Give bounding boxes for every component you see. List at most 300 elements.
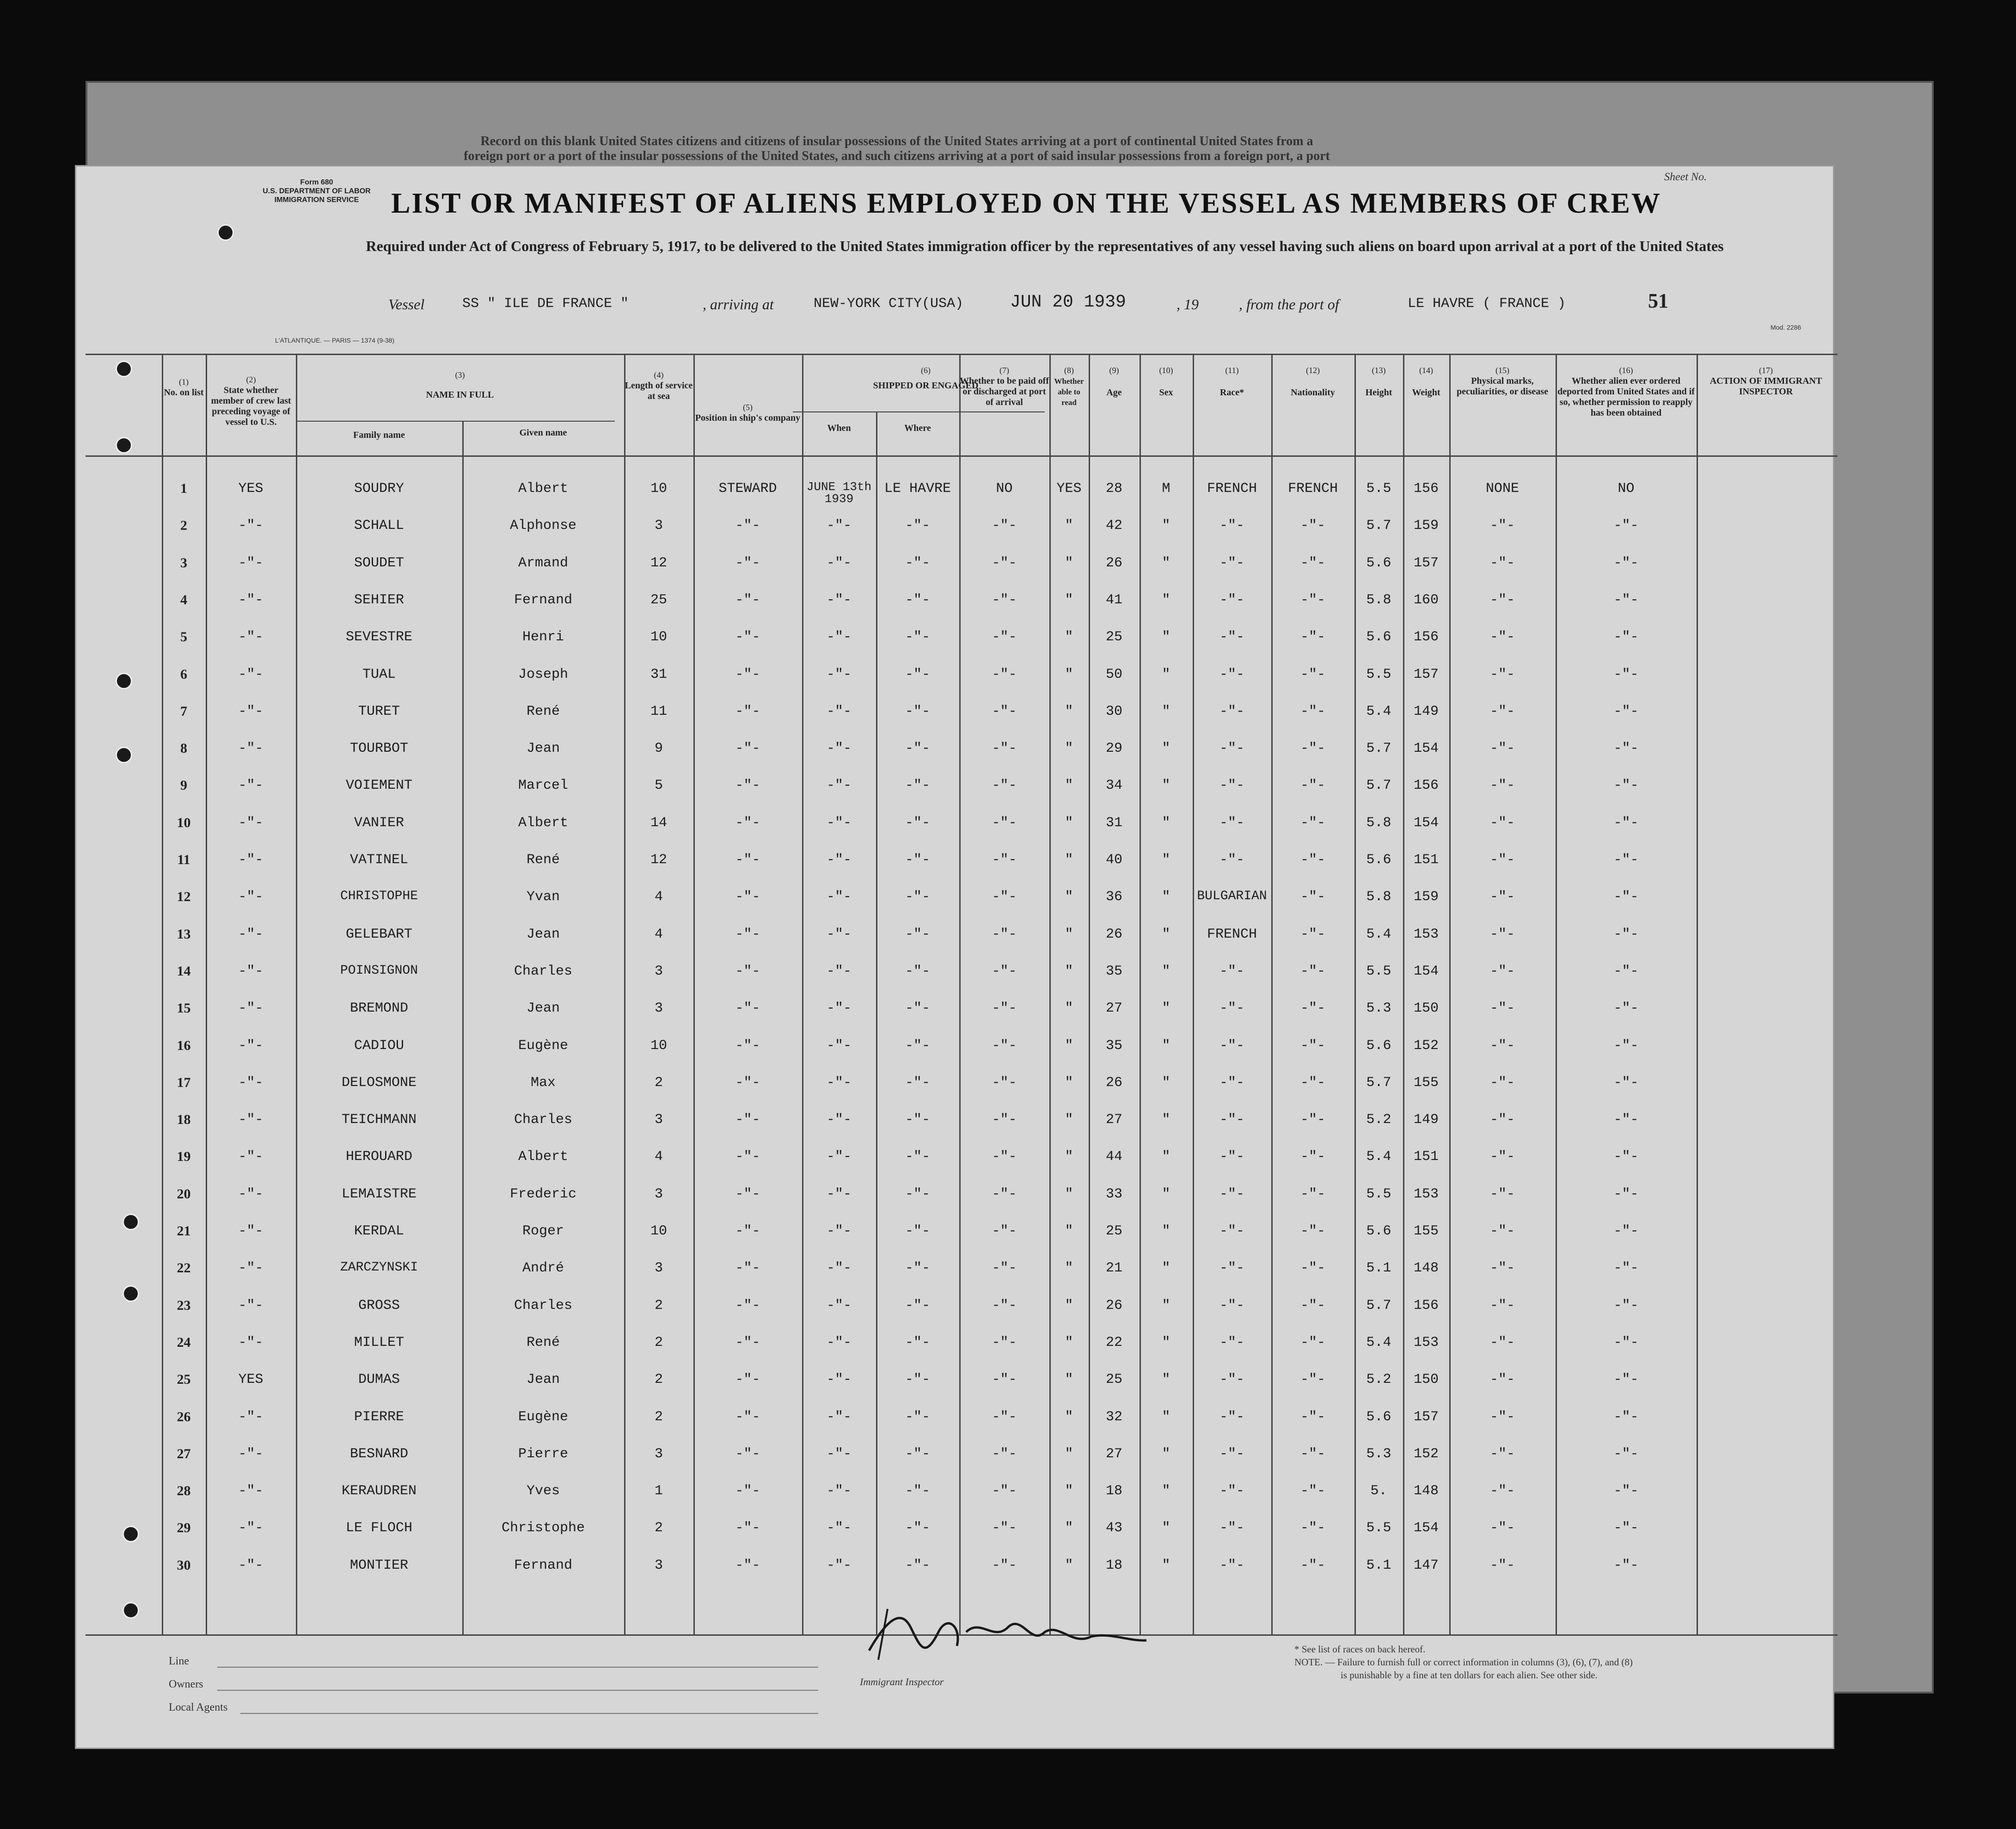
cell-shipped-where: -"- bbox=[905, 1334, 930, 1350]
cell-deported: -"- bbox=[1613, 555, 1639, 571]
cell-family-name: BESNARD bbox=[349, 1446, 409, 1462]
cell-deported: -"- bbox=[1613, 1334, 1639, 1350]
cell-family-name: SEVESTRE bbox=[345, 629, 413, 645]
cell-service-length: 2 bbox=[654, 1372, 663, 1388]
header-col-5-label: Position in ship's company bbox=[695, 413, 801, 423]
header-col-15 bbox=[1449, 365, 1556, 397]
cell-deported: -"- bbox=[1613, 926, 1639, 942]
cell-physical-marks: -"- bbox=[1489, 1334, 1515, 1350]
cell-position: -"- bbox=[735, 741, 760, 757]
cell-paid-off: -"- bbox=[992, 889, 1017, 905]
cell-weight: 156 bbox=[1413, 1297, 1439, 1313]
cell-shipped-when: -"- bbox=[826, 1186, 852, 1202]
cell-previous-voyage: -"- bbox=[238, 629, 263, 645]
cell-shipped-where: -"- bbox=[905, 1557, 930, 1573]
cell-able-to-read: " bbox=[1065, 555, 1073, 571]
cell-given-name: Fernand bbox=[514, 1557, 573, 1573]
cell-previous-voyage: -"- bbox=[238, 1037, 263, 1054]
cell-nationality: -"- bbox=[1300, 1186, 1325, 1202]
cell-service-length: 2 bbox=[654, 1334, 663, 1350]
cell-height: 5.4 bbox=[1366, 1149, 1391, 1165]
cell-able-to-read: " bbox=[1065, 1557, 1073, 1573]
cell-shipped-when: -"- bbox=[826, 1260, 852, 1277]
cell-sex: " bbox=[1162, 963, 1170, 979]
cell-deported: -"- bbox=[1613, 889, 1639, 905]
cell-able-to-read: " bbox=[1065, 741, 1073, 757]
cell-service-length: 4 bbox=[654, 889, 663, 905]
cell-nationality: -"- bbox=[1300, 1223, 1325, 1239]
cell-nationality: -"- bbox=[1300, 815, 1325, 831]
cell-weight: 157 bbox=[1413, 1409, 1439, 1425]
column-rule bbox=[1354, 354, 1356, 1634]
cell-sex: " bbox=[1162, 1297, 1170, 1313]
cell-given-name: Albert bbox=[518, 1149, 569, 1165]
cell-weight: 155 bbox=[1413, 1074, 1439, 1091]
cell-given-name: Fernand bbox=[514, 592, 573, 608]
cell-height: 5.6 bbox=[1366, 629, 1391, 645]
punch-hole-icon bbox=[123, 1526, 139, 1542]
header-col-14-label: Weight bbox=[1412, 387, 1440, 398]
column-rule bbox=[802, 354, 803, 1634]
vessel-label: Vessel bbox=[388, 296, 425, 313]
header-col-15-label: Physical marks, peculiarities, or disease bbox=[1457, 376, 1548, 397]
cell-family-name: POINSIGNON bbox=[340, 963, 418, 978]
cell-paid-off: -"- bbox=[992, 629, 1017, 645]
cell-family-name: ZARCZYNSKI bbox=[340, 1260, 418, 1275]
cell-paid-off: -"- bbox=[992, 703, 1017, 719]
row-number: 23 bbox=[177, 1297, 191, 1313]
cell-height: 5.4 bbox=[1366, 926, 1391, 942]
row-number: 20 bbox=[177, 1186, 191, 1202]
departure-port: LE HAVRE ( FRANCE ) bbox=[1408, 296, 1566, 312]
cell-weight: 154 bbox=[1413, 815, 1439, 831]
cell-able-to-read: " bbox=[1065, 1334, 1073, 1350]
cell-paid-off: -"- bbox=[992, 815, 1017, 831]
cell-shipped-when: -"- bbox=[826, 778, 852, 794]
local-agents-label: Local Agents bbox=[169, 1701, 228, 1713]
header-col-7-number: (7) bbox=[999, 366, 1009, 375]
cell-family-name: CADIOU bbox=[354, 1037, 404, 1054]
cell-race: -"- bbox=[1219, 518, 1244, 534]
header-col-9-number: (9) bbox=[1109, 366, 1119, 375]
cell-deported: -"- bbox=[1613, 1409, 1639, 1425]
row-number: 24 bbox=[177, 1334, 191, 1350]
column-rule bbox=[1193, 354, 1194, 1634]
cell-physical-marks: -"- bbox=[1489, 555, 1515, 571]
row-number: 3 bbox=[180, 555, 187, 571]
cell-age: 30 bbox=[1105, 703, 1122, 719]
row-number: 1 bbox=[180, 481, 187, 496]
cell-shipped-when: -"- bbox=[826, 852, 852, 868]
row-number: 30 bbox=[177, 1557, 191, 1573]
cell-weight: 159 bbox=[1413, 889, 1439, 905]
cell-shipped-where: -"- bbox=[905, 1112, 930, 1128]
cell-able-to-read: " bbox=[1065, 963, 1073, 979]
cell-nationality: -"- bbox=[1300, 555, 1325, 571]
cell-able-to-read: " bbox=[1065, 1074, 1073, 1091]
line-label: Line bbox=[169, 1655, 189, 1667]
column-rule bbox=[1449, 354, 1451, 1634]
cell-service-length: 5 bbox=[654, 778, 663, 794]
cell-family-name: TURET bbox=[358, 703, 400, 719]
cell-paid-off: -"- bbox=[992, 1112, 1017, 1128]
cell-service-length: 4 bbox=[654, 926, 663, 942]
cell-service-length: 3 bbox=[654, 1557, 663, 1573]
cell-physical-marks: -"- bbox=[1489, 889, 1515, 905]
cell-service-length: 2 bbox=[654, 1074, 663, 1091]
cell-race: FRENCH bbox=[1207, 481, 1257, 497]
cell-given-name: René bbox=[526, 852, 560, 868]
cell-height: 5.1 bbox=[1366, 1260, 1391, 1277]
row-number: 14 bbox=[177, 963, 191, 979]
cell-deported: -"- bbox=[1613, 1520, 1639, 1536]
cell-weight: 156 bbox=[1413, 481, 1439, 497]
header-col-8 bbox=[1049, 365, 1089, 408]
cell-service-length: 2 bbox=[654, 1297, 663, 1313]
cell-service-length: 10 bbox=[650, 1037, 667, 1054]
cell-given-name: Charles bbox=[514, 1297, 573, 1313]
cell-age: 42 bbox=[1105, 518, 1122, 534]
cell-weight: 156 bbox=[1413, 629, 1439, 645]
cell-sex: " bbox=[1162, 1149, 1170, 1165]
cell-sex: " bbox=[1162, 1483, 1170, 1499]
column-rule bbox=[206, 354, 207, 1634]
cell-position: -"- bbox=[735, 703, 760, 719]
column-rule bbox=[1049, 354, 1051, 1634]
cell-shipped-when: -"- bbox=[826, 629, 852, 645]
cell-age: 32 bbox=[1105, 1409, 1122, 1425]
cell-weight: 150 bbox=[1413, 1372, 1439, 1388]
cell-shipped-when: -"- bbox=[826, 1446, 852, 1462]
cell-position: -"- bbox=[735, 1000, 760, 1017]
cell-able-to-read: " bbox=[1065, 1112, 1073, 1128]
header-col-6-number: (6) bbox=[921, 366, 931, 375]
cell-shipped-when: -"- bbox=[826, 592, 852, 608]
cell-able-to-read: " bbox=[1065, 1372, 1073, 1388]
header-col-1-label: No. on list bbox=[164, 387, 204, 398]
cell-given-name: Alphonse bbox=[509, 518, 577, 534]
cell-weight: 151 bbox=[1413, 1149, 1439, 1165]
cell-race: -"- bbox=[1219, 778, 1244, 794]
arriving-label: , arriving at bbox=[703, 296, 774, 313]
cell-paid-off: -"- bbox=[992, 1334, 1017, 1350]
cell-paid-off: -"- bbox=[992, 1557, 1017, 1573]
cell-given-name: Charles bbox=[514, 963, 573, 979]
cell-age: 27 bbox=[1105, 1446, 1122, 1462]
cell-weight: 149 bbox=[1413, 1112, 1439, 1128]
header-col-3-number: (3) bbox=[455, 370, 465, 380]
line-blank bbox=[217, 1667, 818, 1668]
shipped-subheader-rule bbox=[793, 411, 1045, 412]
row-number: 26 bbox=[177, 1409, 191, 1424]
cell-deported: -"- bbox=[1613, 1186, 1639, 1202]
cell-family-name: TOURBOT bbox=[349, 741, 409, 757]
row-number: 6 bbox=[180, 666, 187, 682]
row-number: 9 bbox=[180, 778, 187, 793]
cell-paid-off: -"- bbox=[992, 852, 1017, 868]
cell-given-name: Henri bbox=[522, 629, 564, 645]
cell-nationality: -"- bbox=[1300, 666, 1325, 682]
cell-given-name: Yves bbox=[526, 1483, 560, 1499]
cell-paid-off: -"- bbox=[992, 1372, 1017, 1388]
cell-height: 5.2 bbox=[1366, 1372, 1391, 1388]
cell-nationality: -"- bbox=[1300, 1520, 1325, 1536]
cell-shipped-when: -"- bbox=[826, 1297, 852, 1313]
cell-age: 35 bbox=[1105, 963, 1122, 979]
cell-previous-voyage: -"- bbox=[238, 815, 263, 831]
cell-shipped-where: -"- bbox=[905, 629, 930, 645]
cell-position: -"- bbox=[735, 592, 760, 608]
cell-shipped-where: -"- bbox=[905, 1297, 930, 1313]
cell-able-to-read: " bbox=[1065, 1186, 1073, 1202]
cell-service-length: 3 bbox=[654, 963, 663, 979]
cell-shipped-where: -"- bbox=[905, 1483, 930, 1499]
cell-given-name: Jean bbox=[526, 1372, 560, 1388]
row-number: 21 bbox=[177, 1223, 191, 1239]
cell-nationality: -"- bbox=[1300, 1112, 1325, 1128]
cell-physical-marks: -"- bbox=[1489, 518, 1515, 534]
cell-previous-voyage: -"- bbox=[238, 778, 263, 794]
header-col-12-label: Nationality bbox=[1291, 387, 1335, 398]
punch-hole-icon bbox=[116, 437, 132, 454]
cell-previous-voyage: -"- bbox=[238, 555, 263, 571]
cell-paid-off: -"- bbox=[992, 666, 1017, 682]
header-col-12-number: (12) bbox=[1306, 366, 1320, 375]
cell-physical-marks: -"- bbox=[1489, 1409, 1515, 1425]
cell-physical-marks: -"- bbox=[1489, 1372, 1515, 1388]
punch-hole-icon bbox=[123, 1602, 139, 1619]
cell-shipped-where: -"- bbox=[905, 889, 930, 905]
cell-able-to-read: " bbox=[1065, 592, 1073, 608]
header-col-4-label: Length of service at sea bbox=[625, 381, 693, 401]
cell-position: -"- bbox=[735, 1483, 760, 1499]
cell-age: 26 bbox=[1105, 555, 1122, 571]
cell-able-to-read: " bbox=[1065, 1520, 1073, 1536]
cell-able-to-read: " bbox=[1065, 778, 1073, 794]
cell-previous-voyage: -"- bbox=[238, 592, 263, 608]
header-col-16-number: (16) bbox=[1619, 366, 1633, 375]
row-number: 12 bbox=[177, 889, 191, 905]
cell-paid-off: -"- bbox=[992, 1223, 1017, 1239]
cell-able-to-read: " bbox=[1065, 815, 1073, 831]
cell-family-name: BREMOND bbox=[349, 1000, 409, 1017]
cell-previous-voyage: -"- bbox=[238, 1074, 263, 1091]
header-col-10-number: (10) bbox=[1159, 366, 1173, 375]
punch-hole-icon bbox=[116, 747, 132, 763]
cell-physical-marks: -"- bbox=[1489, 703, 1515, 719]
header-col-2-label: State whether member of crew last preceding voyage of vessel to U.S. bbox=[211, 385, 291, 427]
header-col-1-number: (1) bbox=[179, 377, 189, 387]
header-col-7 bbox=[959, 365, 1049, 408]
cell-height: 5. bbox=[1370, 1483, 1387, 1499]
row-number: 18 bbox=[177, 1112, 191, 1128]
cell-shipped-when: -"- bbox=[826, 1520, 852, 1536]
header-col-5 bbox=[693, 402, 802, 423]
cell-nationality: -"- bbox=[1300, 778, 1325, 794]
cell-given-name: Jean bbox=[526, 1000, 560, 1017]
cell-physical-marks: -"- bbox=[1489, 1149, 1515, 1165]
cell-sex: " bbox=[1162, 555, 1170, 571]
back-text-line-1: Record on this blank United States citizens and citizens of insular possessions of the United States arriving at a port of continental United States from a bbox=[480, 134, 1313, 148]
cell-physical-marks: -"- bbox=[1489, 963, 1515, 979]
cell-shipped-where: -"- bbox=[905, 1074, 930, 1091]
year-label: , 19 bbox=[1177, 296, 1199, 313]
cell-nationality: -"- bbox=[1300, 926, 1325, 942]
cell-able-to-read: " bbox=[1065, 1483, 1073, 1499]
form-subtitle: Required under Act of Congress of February 5, 1917, to be delivered to the United States immigration officer by the representatives of any vessel having such aliens on board upon arrival at a port of the United States bbox=[366, 238, 1724, 254]
row-number: 19 bbox=[177, 1149, 191, 1165]
name-subheader-rule bbox=[296, 421, 615, 422]
cell-given-name: Roger bbox=[522, 1223, 564, 1239]
table-top-rule bbox=[86, 354, 1838, 355]
cell-service-length: 3 bbox=[654, 1186, 663, 1202]
cell-physical-marks: -"- bbox=[1489, 815, 1515, 831]
cell-able-to-read: " bbox=[1065, 703, 1073, 719]
cell-previous-voyage: -"- bbox=[238, 1409, 263, 1425]
cell-sex: " bbox=[1162, 1557, 1170, 1573]
cell-deported: -"- bbox=[1613, 1297, 1639, 1313]
cell-position: -"- bbox=[735, 1223, 760, 1239]
cell-race: -"- bbox=[1219, 1409, 1244, 1425]
cell-shipped-when: -"- bbox=[826, 1074, 852, 1091]
cell-weight: 156 bbox=[1413, 778, 1439, 794]
cell-family-name: VOIEMENT bbox=[345, 778, 413, 794]
cell-shipped-where: -"- bbox=[905, 1260, 930, 1277]
cell-position: -"- bbox=[735, 1037, 760, 1054]
cell-shipped-when: -"- bbox=[826, 815, 852, 831]
cell-given-name: René bbox=[526, 703, 560, 719]
cell-service-length: 31 bbox=[650, 666, 667, 682]
cell-position: -"- bbox=[735, 555, 760, 571]
cell-age: 41 bbox=[1105, 592, 1122, 608]
cell-race: -"- bbox=[1219, 1297, 1244, 1313]
cell-sex: " bbox=[1162, 1037, 1170, 1054]
cell-weight: 151 bbox=[1413, 852, 1439, 868]
row-number: 27 bbox=[177, 1446, 191, 1461]
cell-previous-voyage: -"- bbox=[238, 1000, 263, 1017]
cell-physical-marks: -"- bbox=[1489, 1483, 1515, 1499]
cell-shipped-where: -"- bbox=[905, 926, 930, 942]
cell-age: 21 bbox=[1105, 1260, 1122, 1277]
cell-age: 25 bbox=[1105, 629, 1122, 645]
cell-physical-marks: -"- bbox=[1489, 741, 1515, 757]
cell-physical-marks: -"- bbox=[1489, 1186, 1515, 1202]
cell-paid-off: -"- bbox=[992, 1149, 1017, 1165]
cell-given-name: Albert bbox=[518, 815, 569, 831]
cell-physical-marks: -"- bbox=[1489, 926, 1515, 942]
cell-sex: " bbox=[1162, 666, 1170, 682]
cell-paid-off: -"- bbox=[992, 741, 1017, 757]
races-note: * See list of races on back hereof. bbox=[1294, 1644, 1426, 1655]
cell-given-name: Marcel bbox=[518, 778, 569, 794]
cell-shipped-where: -"- bbox=[905, 518, 930, 534]
cell-previous-voyage: -"- bbox=[238, 1149, 263, 1165]
header-col-14-number: (14) bbox=[1419, 366, 1433, 375]
cell-shipped-where: -"- bbox=[905, 1149, 930, 1165]
cell-able-to-read: " bbox=[1065, 666, 1073, 682]
cell-given-name: Eugène bbox=[518, 1409, 569, 1425]
cell-age: 22 bbox=[1105, 1334, 1122, 1350]
cell-able-to-read: " bbox=[1065, 852, 1073, 868]
cell-previous-voyage: -"- bbox=[238, 1297, 263, 1313]
cell-paid-off: -"- bbox=[992, 1074, 1017, 1091]
cell-given-name: Eugène bbox=[518, 1037, 569, 1054]
cell-sex: " bbox=[1162, 629, 1170, 645]
cell-deported: -"- bbox=[1613, 666, 1639, 682]
cell-shipped-when: -"- bbox=[826, 1149, 852, 1165]
row-number: 17 bbox=[177, 1074, 191, 1090]
header-col-3-label: NAME IN FULL bbox=[426, 390, 494, 400]
cell-family-name: DELOSMONE bbox=[341, 1074, 417, 1091]
row-number: 13 bbox=[177, 926, 191, 942]
cell-race: -"- bbox=[1219, 815, 1244, 831]
cell-race: BULGARIAN bbox=[1197, 889, 1267, 904]
cell-position: -"- bbox=[735, 1372, 760, 1388]
cell-shipped-where: -"- bbox=[905, 1372, 930, 1388]
cell-position: -"- bbox=[735, 815, 760, 831]
header-col-13-number: (13) bbox=[1372, 366, 1386, 375]
header-col-11-number: (11) bbox=[1225, 366, 1239, 375]
header-col-5-number: (5) bbox=[743, 403, 753, 412]
owners-label: Owners bbox=[169, 1678, 203, 1690]
cell-weight: 157 bbox=[1413, 666, 1439, 682]
cell-service-length: 3 bbox=[654, 1260, 663, 1277]
cell-paid-off: -"- bbox=[992, 1260, 1017, 1277]
cell-paid-off: -"- bbox=[992, 926, 1017, 942]
cell-able-to-read: " bbox=[1065, 1409, 1073, 1425]
cell-service-length: 1 bbox=[654, 1483, 663, 1499]
cell-service-length: 3 bbox=[654, 1000, 663, 1017]
cell-paid-off: NO bbox=[996, 481, 1013, 497]
cell-sex: " bbox=[1162, 1074, 1170, 1091]
cell-shipped-when: -"- bbox=[826, 1409, 852, 1425]
cell-service-length: 3 bbox=[654, 1446, 663, 1462]
cell-height: 5.7 bbox=[1366, 741, 1391, 757]
cell-race: -"- bbox=[1219, 1334, 1244, 1350]
column-rule bbox=[1271, 354, 1273, 1634]
cell-able-to-read: " bbox=[1065, 1149, 1073, 1165]
cell-physical-marks: -"- bbox=[1489, 1037, 1515, 1054]
cell-race: -"- bbox=[1219, 1446, 1244, 1462]
cell-weight: 148 bbox=[1413, 1260, 1439, 1277]
cell-nationality: -"- bbox=[1300, 889, 1325, 905]
cell-previous-voyage: -"- bbox=[238, 1446, 263, 1462]
header-col-9 bbox=[1089, 365, 1140, 398]
cell-age: 27 bbox=[1105, 1000, 1122, 1017]
cell-family-name: DUMAS bbox=[358, 1372, 400, 1388]
cell-height: 5.5 bbox=[1366, 481, 1391, 497]
arrival-date-stamp: JUN 20 1939 bbox=[1010, 292, 1126, 312]
cell-deported: -"- bbox=[1613, 852, 1639, 868]
cell-nationality: -"- bbox=[1300, 1409, 1325, 1425]
cell-deported: -"- bbox=[1613, 1557, 1639, 1573]
cell-deported: -"- bbox=[1613, 1372, 1639, 1388]
header-family-name: Family name bbox=[353, 430, 405, 440]
cell-service-length: 12 bbox=[650, 555, 667, 571]
cell-race: -"- bbox=[1219, 1149, 1244, 1165]
cell-able-to-read: YES bbox=[1056, 481, 1082, 497]
cell-family-name: SOUDRY bbox=[354, 481, 404, 497]
cell-physical-marks: -"- bbox=[1489, 1074, 1515, 1091]
cell-shipped-where: -"- bbox=[905, 778, 930, 794]
cell-weight: 157 bbox=[1413, 555, 1439, 571]
cell-race: -"- bbox=[1219, 666, 1244, 682]
cell-age: 43 bbox=[1105, 1520, 1122, 1536]
form-number: Form 680 bbox=[300, 178, 333, 186]
cell-weight: 152 bbox=[1413, 1446, 1439, 1462]
header-col-2-number: (2) bbox=[246, 375, 256, 384]
cell-deported: -"- bbox=[1613, 1000, 1639, 1017]
